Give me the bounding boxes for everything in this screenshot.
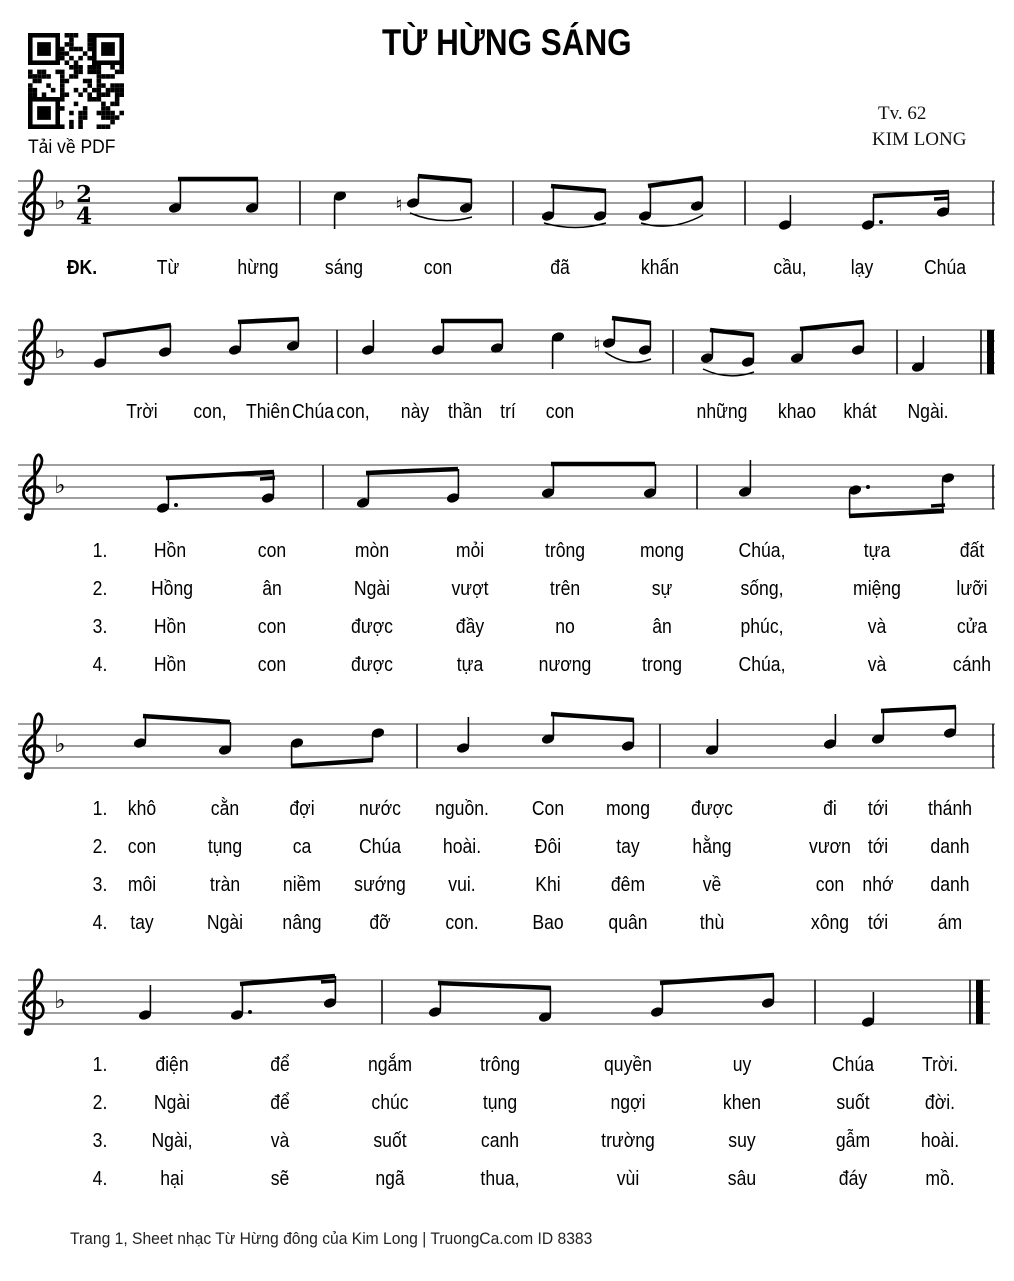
lyric-word: trong xyxy=(641,654,683,676)
lyric-word: mòn xyxy=(354,540,390,562)
lyric-word: môi xyxy=(127,874,157,896)
lyric-word: miệng xyxy=(853,578,901,600)
lyric-word: lưỡi xyxy=(956,578,988,600)
lyric-word: sướng xyxy=(354,874,406,896)
svg-text:4: 4 xyxy=(75,203,93,230)
lyric-word: tựa xyxy=(456,654,484,676)
lyric-word: Chúa xyxy=(291,401,335,423)
lyric-word: hoài. xyxy=(442,836,482,858)
lyric-word: Con xyxy=(531,798,565,820)
music-stave-4 xyxy=(0,696,1014,796)
lyric-word: thua, xyxy=(480,1168,520,1190)
music-stave-5 xyxy=(0,952,1014,1052)
lyric-word: Chúa xyxy=(358,836,402,858)
composer-name: KIM LONG xyxy=(872,129,967,150)
lyric-word: ngợi xyxy=(610,1092,646,1114)
lyric-word: đỡ xyxy=(369,912,391,934)
music-stave-3 xyxy=(0,437,1014,537)
lyric-word: 3. xyxy=(92,874,108,896)
lyric-word: ngắm xyxy=(367,1054,413,1076)
lyric-word: niềm xyxy=(282,874,322,896)
lyric-word: Ngài xyxy=(206,912,244,934)
lyric-word: Hồn xyxy=(153,540,187,562)
lyric-word: khát xyxy=(843,401,877,423)
svg-text:♭: ♭ xyxy=(54,730,66,758)
lyric-word: đêm xyxy=(610,874,646,896)
lyric-word: 2. xyxy=(92,1092,108,1114)
lyric-word: Chúa xyxy=(923,257,967,279)
lyric-word: điện xyxy=(155,1054,189,1076)
lyric-word: hại xyxy=(160,1168,184,1190)
lyric-word: suốt xyxy=(836,1092,870,1114)
lyric-word: Trời xyxy=(126,401,158,423)
lyric-word: ân xyxy=(262,578,282,600)
lyric-word: tới xyxy=(867,836,889,858)
lyric-word: tụng xyxy=(207,836,243,858)
lyric-word: đợi xyxy=(289,798,315,820)
lyric-word: tới xyxy=(867,912,889,934)
lyric-word: tựa xyxy=(863,540,891,562)
lyric-word: để xyxy=(270,1054,290,1076)
lyric-word: 2. xyxy=(92,578,108,600)
svg-text:♭: ♭ xyxy=(54,471,66,499)
lyric-word: lạy xyxy=(850,257,874,279)
lyric-word: thù xyxy=(699,912,725,934)
lyric-word: 3. xyxy=(92,616,108,638)
lyric-word: con xyxy=(127,836,157,858)
lyric-word: phúc, xyxy=(740,616,784,638)
lyric-word: hằng xyxy=(692,836,732,858)
lyric-word: suy xyxy=(728,1130,756,1152)
lyric-word: đầy xyxy=(455,616,485,638)
lyric-word: trên xyxy=(549,578,581,600)
lyric-word: tới xyxy=(867,798,889,820)
lyric-word: sống, xyxy=(740,578,784,600)
lyric-word: trí xyxy=(500,401,516,423)
lyric-word: 2. xyxy=(92,836,108,858)
lyric-word: này xyxy=(400,401,430,423)
lyric-word: ca xyxy=(292,836,312,858)
lyric-word: Thiên xyxy=(245,401,291,423)
download-pdf-link[interactable]: Tải về PDF xyxy=(28,137,116,158)
svg-text:♭: ♭ xyxy=(54,187,66,215)
svg-text:♮: ♮ xyxy=(593,332,601,356)
lyric-word: 3. xyxy=(92,1130,108,1152)
lyric-word: khô xyxy=(127,798,157,820)
lyric-word: trông xyxy=(544,540,586,562)
lyric-word: Đôi xyxy=(534,836,562,858)
lyric-word: uy xyxy=(732,1054,752,1076)
lyric-word: no xyxy=(555,616,575,638)
lyric-word: cầu, xyxy=(773,257,807,279)
lyric-word: nương xyxy=(538,654,592,676)
lyric-word: con xyxy=(257,540,287,562)
page-title xyxy=(0,22,1014,64)
lyric-word: và xyxy=(867,616,887,638)
lyric-word: 4. xyxy=(92,1168,108,1190)
lyric-word: con. xyxy=(445,912,479,934)
lyric-word: và xyxy=(867,654,887,676)
lyric-word: những xyxy=(696,401,748,423)
footer-text: Trang 1, Sheet nhạc Từ Hừng đông của Kim Long | TruongCa.com ID 8383 xyxy=(70,1229,593,1248)
lyric-word: Chúa, xyxy=(738,540,786,562)
lyric-word: 1. xyxy=(92,540,108,562)
svg-text:♮: ♮ xyxy=(395,192,403,216)
svg-text:2: 2 xyxy=(75,181,93,208)
lyric-word: thánh xyxy=(927,798,973,820)
lyric-word: con, xyxy=(336,401,370,423)
lyric-word: để xyxy=(270,1092,290,1114)
lyric-word: Hồng xyxy=(150,578,194,600)
lyric-word: được xyxy=(351,654,393,676)
lyric-word: trường xyxy=(601,1130,655,1152)
lyric-word: Bao xyxy=(532,912,564,934)
lyric-word: về xyxy=(702,874,722,896)
lyric-word: vùi xyxy=(616,1168,640,1190)
lyric-word: khấn xyxy=(640,257,680,279)
lyric-word: nâng xyxy=(282,912,322,934)
lyric-word: tràn xyxy=(209,874,241,896)
lyric-word: 1. xyxy=(92,1054,108,1076)
lyric-word: Khi xyxy=(535,874,561,896)
lyric-word: đất xyxy=(959,540,985,562)
lyric-word: vui. xyxy=(448,874,476,896)
lyric-refrain-label: ĐK. xyxy=(66,257,98,279)
lyric-word: cánh xyxy=(952,654,992,676)
lyric-word: cửa xyxy=(956,616,988,638)
lyric-word: sẽ xyxy=(270,1168,290,1190)
lyric-word: tay xyxy=(616,836,640,858)
lyric-word: tụng xyxy=(482,1092,518,1114)
lyric-word: suốt xyxy=(373,1130,407,1152)
lyric-word: quyền xyxy=(604,1054,652,1076)
lyric-word: canh xyxy=(480,1130,520,1152)
lyric-word: gẫm xyxy=(835,1130,871,1152)
lyric-word: danh xyxy=(930,874,970,896)
lyric-word: hoài. xyxy=(920,1130,960,1152)
lyric-word: đời. xyxy=(924,1092,956,1114)
lyric-word: sáng xyxy=(324,257,364,279)
lyric-word: Hồn xyxy=(153,616,187,638)
lyric-word: 4. xyxy=(92,654,108,676)
lyric-word: khao xyxy=(777,401,817,423)
lyric-word: ân xyxy=(652,616,672,638)
svg-text:♭: ♭ xyxy=(54,336,66,364)
lyric-word: con xyxy=(545,401,575,423)
lyric-word: con, xyxy=(193,401,227,423)
lyric-word: xông xyxy=(810,912,850,934)
lyric-word: đáy xyxy=(838,1168,868,1190)
lyric-word: và xyxy=(270,1130,290,1152)
lyric-word: được xyxy=(691,798,733,820)
lyric-word: vượt xyxy=(451,578,489,600)
lyric-word: 1. xyxy=(92,798,108,820)
lyric-word: Chúa xyxy=(831,1054,875,1076)
lyric-word: ám xyxy=(937,912,963,934)
lyric-word: được xyxy=(351,616,393,638)
lyric-word: nhớ xyxy=(862,874,894,896)
lyric-word: Ngài xyxy=(153,1092,191,1114)
lyric-word: danh xyxy=(930,836,970,858)
lyric-word: vươn xyxy=(809,836,851,858)
lyric-word: quân xyxy=(608,912,648,934)
lyric-word: mong xyxy=(639,540,685,562)
lyric-word: Ngài, xyxy=(151,1130,193,1152)
lyric-word: thần xyxy=(447,401,483,423)
lyric-word: con xyxy=(815,874,845,896)
lyric-word: trông xyxy=(479,1054,521,1076)
lyric-word: sự xyxy=(651,578,673,600)
lyric-word: mồ. xyxy=(925,1168,955,1190)
lyric-word: Chúa, xyxy=(738,654,786,676)
lyric-word: mong xyxy=(605,798,651,820)
lyric-word: con xyxy=(423,257,453,279)
lyric-word: mỏi xyxy=(455,540,485,562)
lyric-word: Ngài xyxy=(353,578,391,600)
lyric-word: Từ xyxy=(156,257,180,279)
music-stave-1 xyxy=(0,153,1014,253)
lyric-word: hừng xyxy=(237,257,279,279)
lyric-word: ngã xyxy=(375,1168,405,1190)
lyric-word: con xyxy=(257,654,287,676)
lyric-word: 4. xyxy=(92,912,108,934)
psalm-reference: Tv. 62 xyxy=(878,103,927,124)
lyric-word: con xyxy=(257,616,287,638)
lyric-word: nguồn. xyxy=(435,798,489,820)
lyric-word: khen xyxy=(722,1092,762,1114)
lyric-word: sâu xyxy=(727,1168,757,1190)
lyric-word: đã xyxy=(550,257,570,279)
lyric-word: chúc xyxy=(371,1092,409,1114)
lyric-word: Trời. xyxy=(921,1054,959,1076)
lyric-word: Ngài. xyxy=(907,401,949,423)
lyric-word: Hồn xyxy=(153,654,187,676)
svg-text:♭: ♭ xyxy=(54,986,66,1014)
lyric-word: cằn xyxy=(210,798,240,820)
page-title-text: TỪ HỪNG SÁNG xyxy=(382,22,632,63)
lyric-word: nước xyxy=(359,798,401,820)
lyric-word: tay xyxy=(130,912,154,934)
lyric-word: đi xyxy=(823,798,837,820)
music-stave-2 xyxy=(0,302,1014,402)
